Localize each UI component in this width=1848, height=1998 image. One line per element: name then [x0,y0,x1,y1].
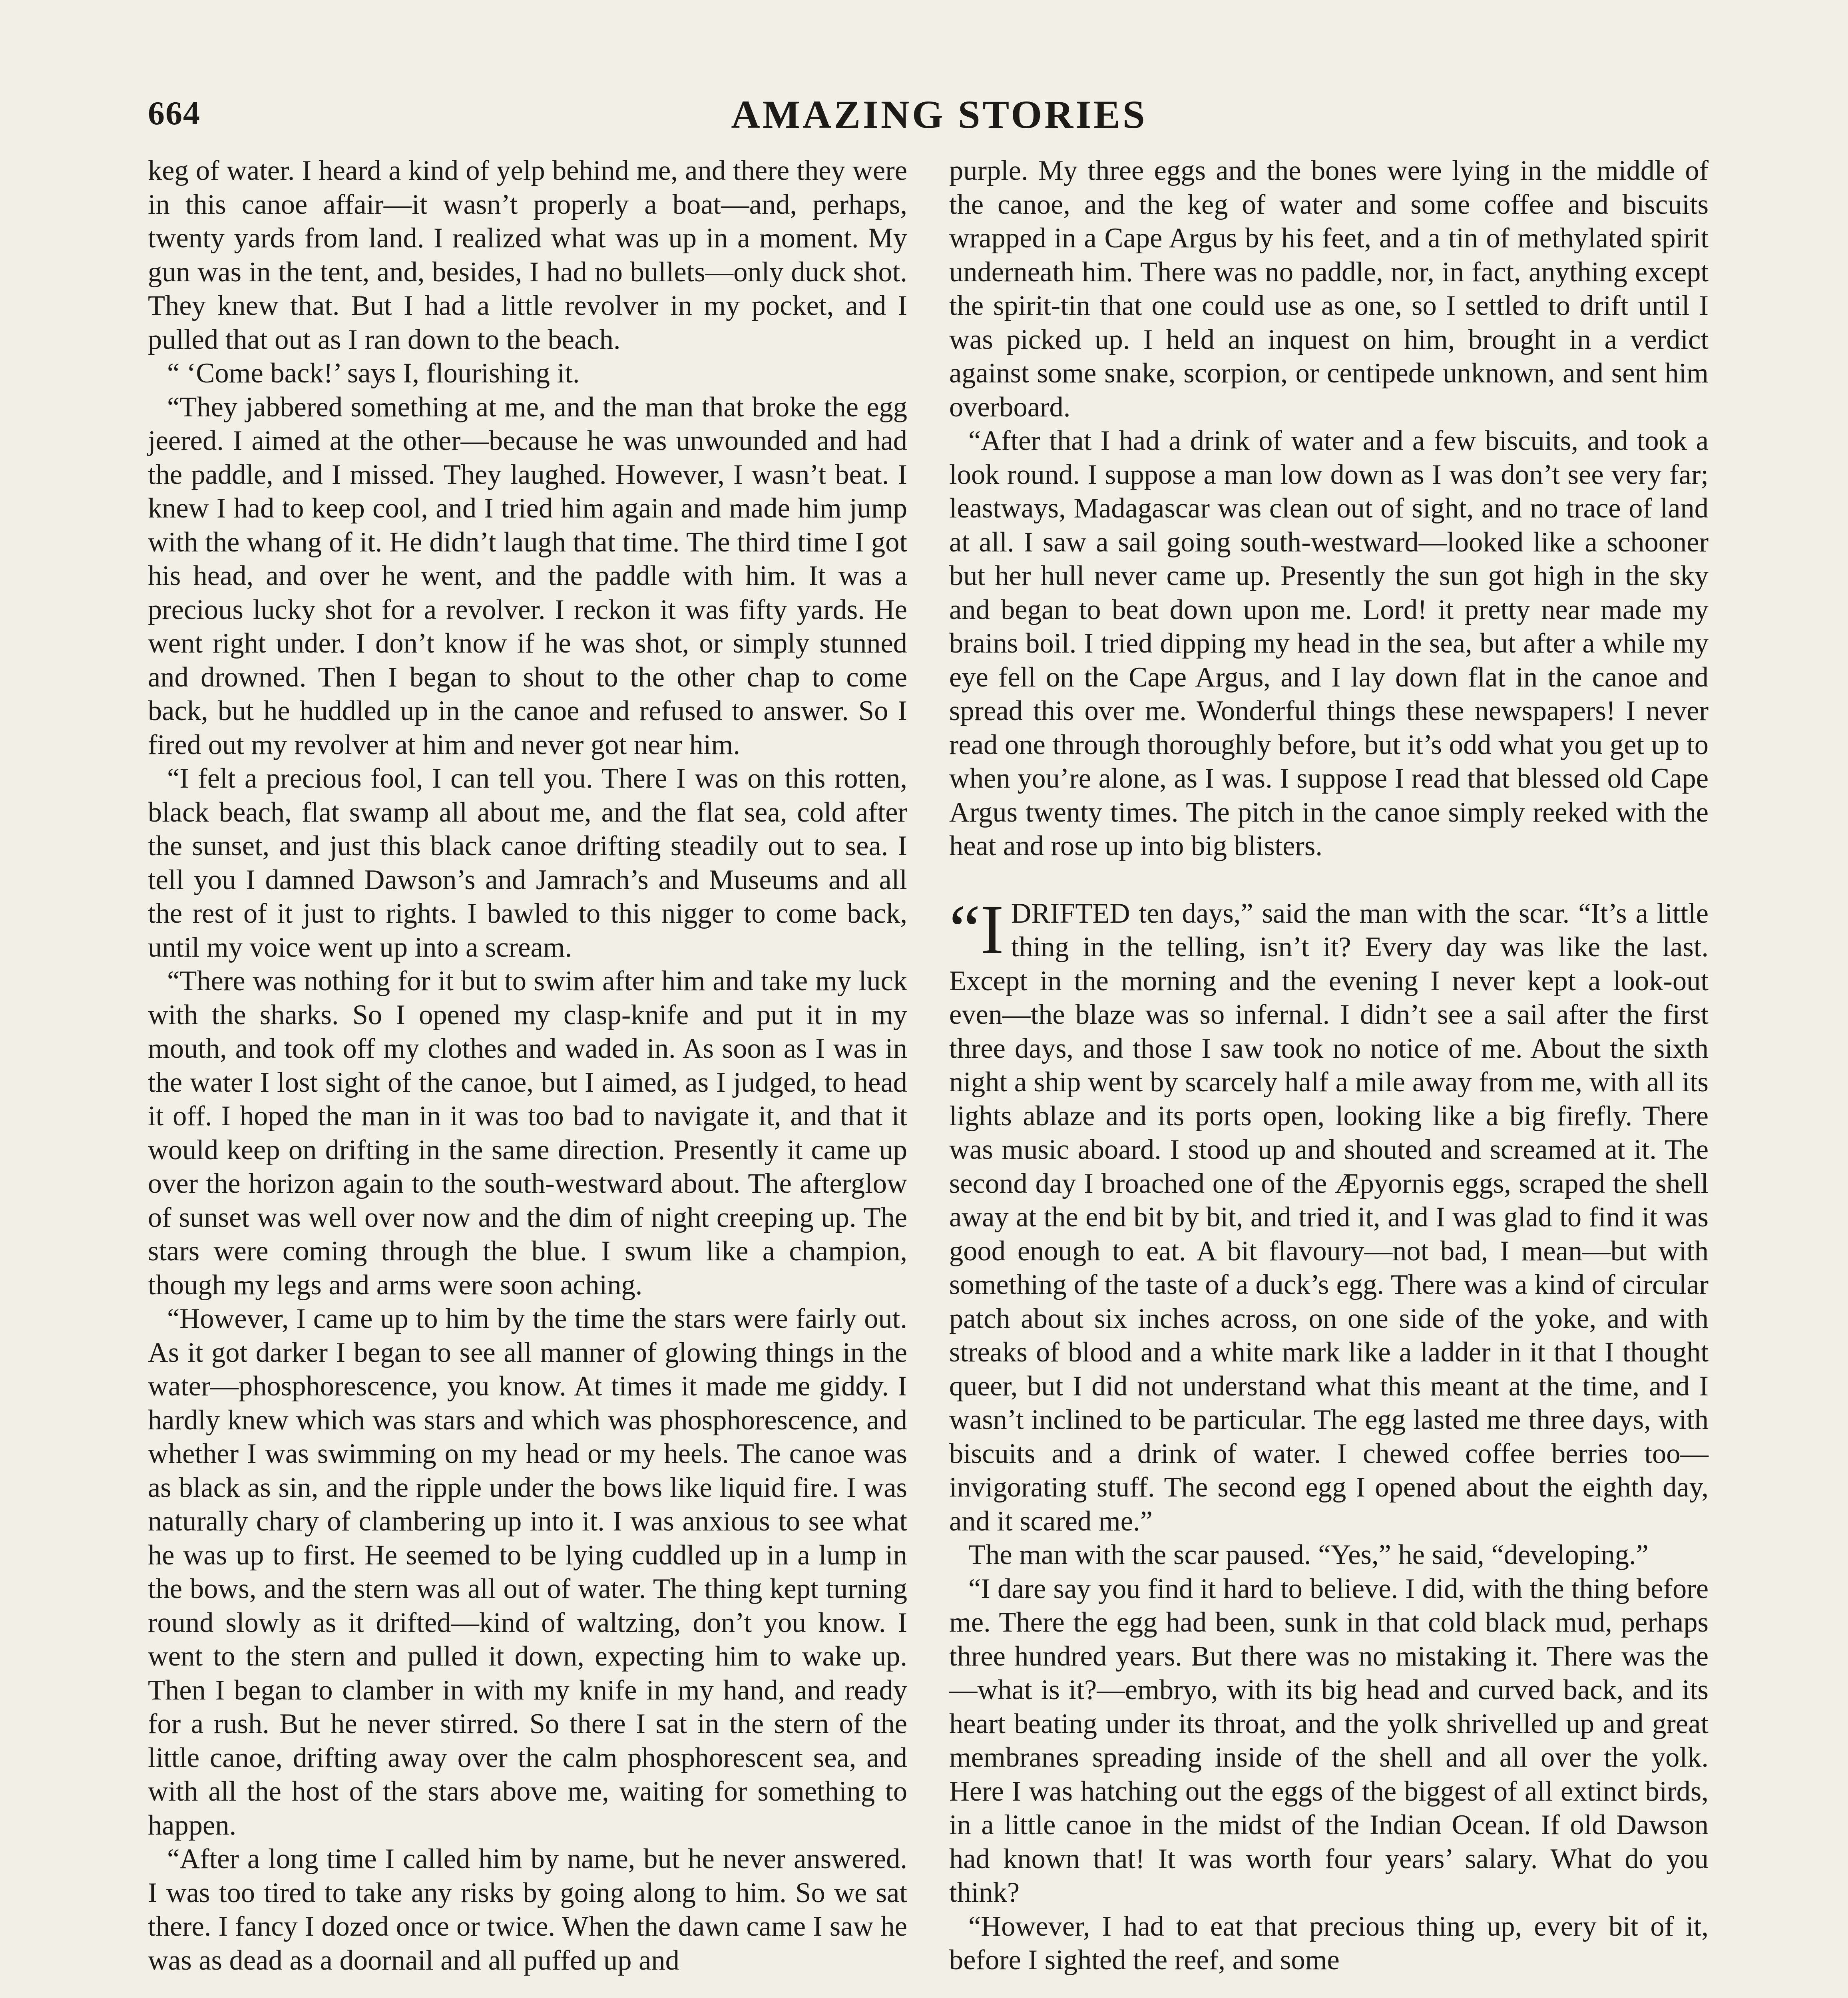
paragraph: “However, I came up to him by the time the stars were fairly out. As it got darker I began to see all manner of glowing things in the water—phosphorescence, you know. At times it made me giddy. I hardly knew which was stars and which was phosphorescence, and whether I was swimming on my head or my heels. The canoe was as black as sin, and the ripple under the bows like liquid fire. I was naturally chary of clambering up into it. I was anxious to see what he was up to first. He seemed to be lying cuddled up in a lump in the bows, and the stern was all out of water. The thing kept turning round slowly as it drifted—kind of waltzing, don’t you know. I went to the stern and pulled it down, expecting him to wake up. Then I began to clamber in with my knife in my hand, and ready for a rush. But he never stirred. So there I sat in the stern of the little canoe, drifting away over the calm phosphorescent sea, and with all the host of the stars above me, waiting for something to happen. [148,1303,907,1841]
paragraph: “After that I had a drink of water and a few biscuits, and took a look round. I suppose a man low down as I was don’t see very far; leastways, Madagascar was clean out of sight, and no trace of land at all. I saw a sail going south-westward—looked like a schooner but her hull never came up. Presently the sun got high in the sky and began to beat down upon me. Lord! it pretty near made my brains boil. I tried dipping my head in the sea, but after a while my eye fell on the Cape Argus, and I lay down flat in the canoe and spread this over me. Wonderful things these newspapers! I never read one through thoroughly before, but it’s odd what you get up to when you’re alone, as I was. I suppose I read that blessed old Cape Argus twenty times. The pitch in the canoe simply reeked with the heat and rose up into big blisters. [949,425,1709,862]
drop-cap: “I [949,890,1004,969]
paragraph: “I dare say you find it hard to believe. I did, with the thing before me. There the egg had been, sunk in that cold black mud, perhaps three hundred years. But there was no mistaking it. There was the—what is it?—embryo, with its big head and curved back, and its heart beating under its throat, and the yolk shrivelled up and great membranes spreading inside of the shell and all over the yolk. Here I was hatching out the eggs of the biggest of all extinct birds, in a little canoe in the midst of the Indian Ocean. If old Dawson had known that! It was worth four years’ salary. What do you think? [949,1573,1709,1908]
paragraph: “There was nothing for it but to swim after him and take my luck with the sharks. So I opened my clasp-knife and put it in my mouth, and took off my clothes and waded in. As soon as I was in the water I lost sight of the canoe, but I aimed, as I judged, to head it off. I hoped the man in it was too bad to navigate it, and that it would keep on drifting in the same direction. Presently it came up over the horizon again to the south-westward about. The afterglow of sunset was well over now and the dim of night creeping up. The stars were coming through the blue. I swum like a champion, though my legs and arms were soon aching. [148,965,907,1301]
page-header [148,94,1731,142]
paragraph: “After a long time I called him by name, but he never answered. I was too tired to take any risks by going along to him. So we sat there. I fancy I dozed once or twice. When the dawn came I saw he was as dead as a doornail and all puffed up and [148,1843,907,1976]
left-column [148,154,907,1977]
paragraph: “However, I had to eat that precious thing up, every bit of it, before I sighted the reef, and some [949,1910,1709,1976]
paragraph: keg of water. I heard a kind of yelp behind me, and there they were in this canoe affair—it wasn’t properly a boat—and, perhaps, twenty yards from land. I realized what was up in a moment. My gun was in the tent, and, besides, I had no bullets—only duck shot. They knew that. But I had a little revolver in my pocket, and I pulled that out as I ran down to the beach. [148,155,907,355]
section-break [949,863,1709,897]
paragraph: purple. My three eggs and the bones were lying in the middle of the canoe, and the keg of water and some coffee and biscuits wrapped in a Cape Argus by his feet, and a tin of methylated spirit underneath him. There was no paddle, nor, in fact, anything except the spirit-tin that one could use as one, so I settled to drift until I was picked up. I held an inquest on him, brought in a verdict against some snake, scorpion, or centipede unknown, and sent him overboard. [949,155,1709,423]
dropcap-paragraph-text: DRIFTED ten days,” said the man with the scar. “It’s a little thing in the telling, isn’t it? Every day was like the last. Except in the morning and the evening I never kept a look-out even—the blaze was so infernal. I didn’t see a sail after the first three days, and those I saw took no notice of me. About the sixth night a ship went by scarcely half a mile away from me, with all its lights ablaze and its ports open, looking like a big firefly. There was music aboard. I stood up and shouted and screamed at it. The second day I broached one of the Æpyornis eggs, scraped the shell away at the end bit by bit, and tried it, and I was glad to find it was good enough to eat. A bit flavoury—not bad, I mean—but with something of the taste of a duck’s egg. There was a kind of circular patch about six inches across, on one side of the yoke, and with streaks of blood and a white mark like a ladder in it that I thought queer, but I did not understand what this meant at the time, and I wasn’t inclined to be particular. The egg lasted me three days, with biscuits and a drink of water. I chewed coffee berries too—invigorating stuff. The second egg I opened about the eighth day, and it scared me.” [949,898,1709,1537]
paragraph: “I felt a precious fool, I can tell you. There I was on this rotten, black beach, flat swamp all about me, and the flat sea, cold after the sunset, and just this black canoe drifting steadily out to sea. I tell you I damned Dawson’s and Jamrach’s and Museums and all the rest of it just to rights. I bawled to this nigger to come back, until my voice went up into a scream. [148,763,907,963]
paragraph: The man with the scar paused. “Yes,” he said, “developing.” [968,1539,1649,1570]
magazine-title: AMAZING STORIES [731,92,1147,137]
paragraph: “ ‘Come back!’ says I, flourishing it. [167,358,580,389]
page-number: 664 [148,95,201,132]
right-column [949,154,1709,1977]
paragraph: “They jabbered something at me, and the man that broke the egg jeered. I aimed at the other—because he was unwounded and had the paddle, and I missed. They laughed. However, I wasn’t beat. I knew I had to keep cool, and I tried him again and made him jump with the whang of it. He didn’t laugh that time. The third time I got his head, and over he went, and the paddle with him. It was a precious lucky shot for a revolver. I reckon it was fifty yards. He went right under. I don’t know if he was shot, or simply stunned and drowned. Then I began to shout to the other chap to come back, but he huddled up in the canoe and refused to answer. So I fired out my revolver at him and never got near him. [148,391,907,760]
dropcap-paragraph [949,890,1709,1538]
